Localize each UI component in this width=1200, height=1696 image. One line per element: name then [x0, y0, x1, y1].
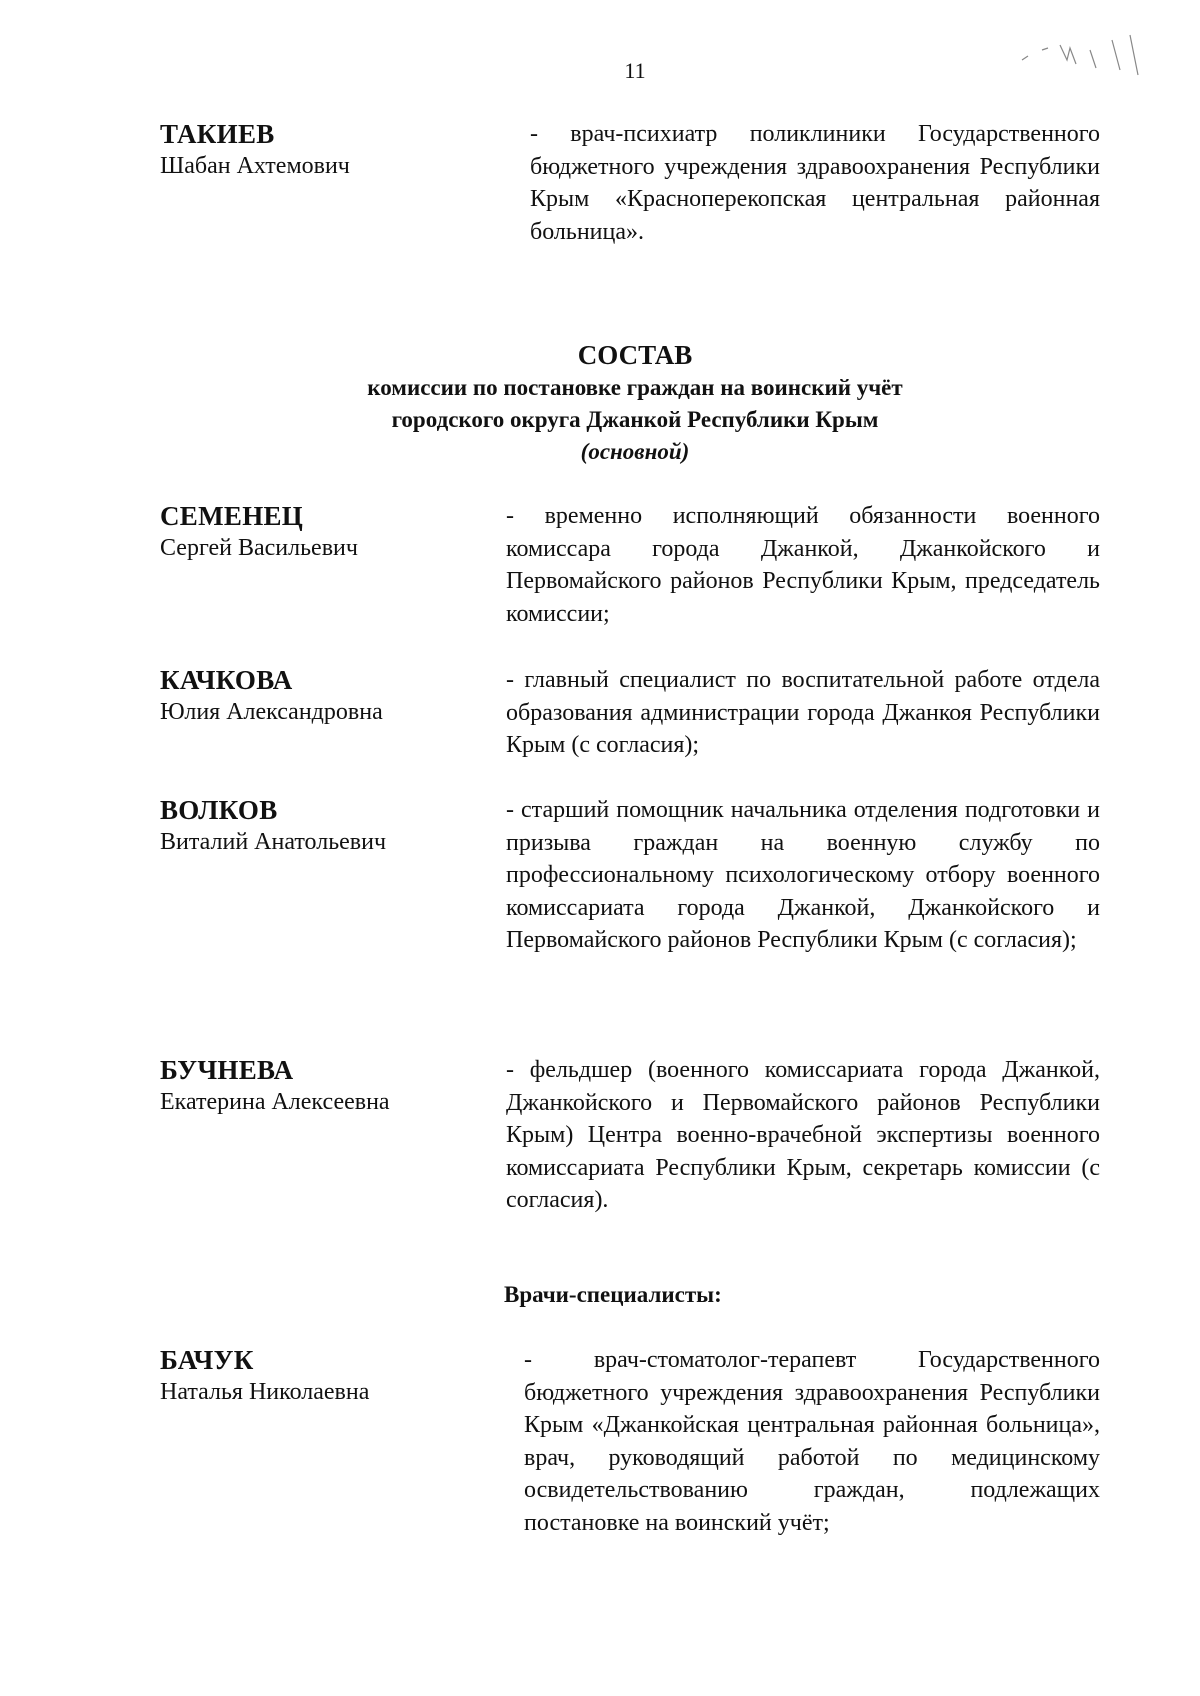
given-names: Екатерина Алексеевна	[160, 1089, 390, 1115]
surname: КАЧКОВА	[160, 665, 293, 695]
position-description: - главный специалист по воспитательной работе отдела образования администрации города Джанкоя Республики Крым (с согласия);	[506, 667, 1100, 758]
given-names: Юлия Александровна	[160, 699, 383, 725]
composition-heading	[0, 338, 1200, 468]
position-description: - старший помощник начальника отделения подготовки и призыва граждан на военную службу по профессиональному психологическому отбору военного комиссариата города Джанкой, Джанкойского и Первомайского районов Республики Крым (с согласия);	[506, 797, 1100, 953]
position-description: - врач-психиатр поликлиники Государственного бюджетного учреждения здравоохранения Республики Крым «Красноперекопская центральная районная больница».	[530, 121, 1100, 245]
heading-line-1: комиссии по постановке граждан на воинский учёт	[367, 375, 903, 400]
surname: БУЧНЕВА	[160, 1055, 294, 1085]
position-description: - временно исполняющий обязанности военного комиссара города Джанкой, Джанкойского и Первомайского районов Республики Крым, председатель комиссии;	[506, 503, 1100, 627]
person-name	[160, 1054, 500, 1118]
person-name	[160, 794, 500, 858]
given-names: Виталий Анатольевич	[160, 829, 387, 855]
given-names: Наталья Николаевна	[160, 1379, 370, 1405]
specialists-heading: Врачи-специалисты:	[504, 1282, 722, 1307]
surname: БАЧУК	[160, 1345, 254, 1375]
person-name	[160, 500, 500, 564]
heading-title: СОСТАВ	[577, 340, 693, 370]
given-names: Сергей Васильевич	[160, 535, 358, 561]
position-description: - врач-стоматолог-терапевт Государственного бюджетного учреждения здравоохранения Республики Крым «Джанкойская центральная районная больница», врач, руководящий работой по медицинскому освидетельствованию граждан, подлежащих постановке на воинский учёт;	[524, 1347, 1100, 1536]
heading-line-3: (основной)	[580, 439, 690, 464]
surname: ВОЛКОВ	[160, 795, 278, 825]
person-name	[160, 1344, 500, 1408]
surname: СЕМЕНЕЦ	[160, 501, 304, 531]
given-names: Шабан Ахтемович	[160, 153, 350, 179]
surname: ТАКИЕВ	[160, 119, 275, 149]
heading-line-2: городского округа Джанкой Республики Крым	[391, 407, 879, 432]
person-name	[160, 664, 500, 728]
person-name	[160, 118, 500, 182]
page-number: 11	[624, 58, 646, 83]
position-description: - фельдшер (военного комиссариата города Джанкой, Джанкойского и Первомайского районов Республики Крым) Центра военно-врачебной экспертизы военного комиссариата Республики Крым, секретарь комиссии (с согласия).	[506, 1057, 1100, 1213]
